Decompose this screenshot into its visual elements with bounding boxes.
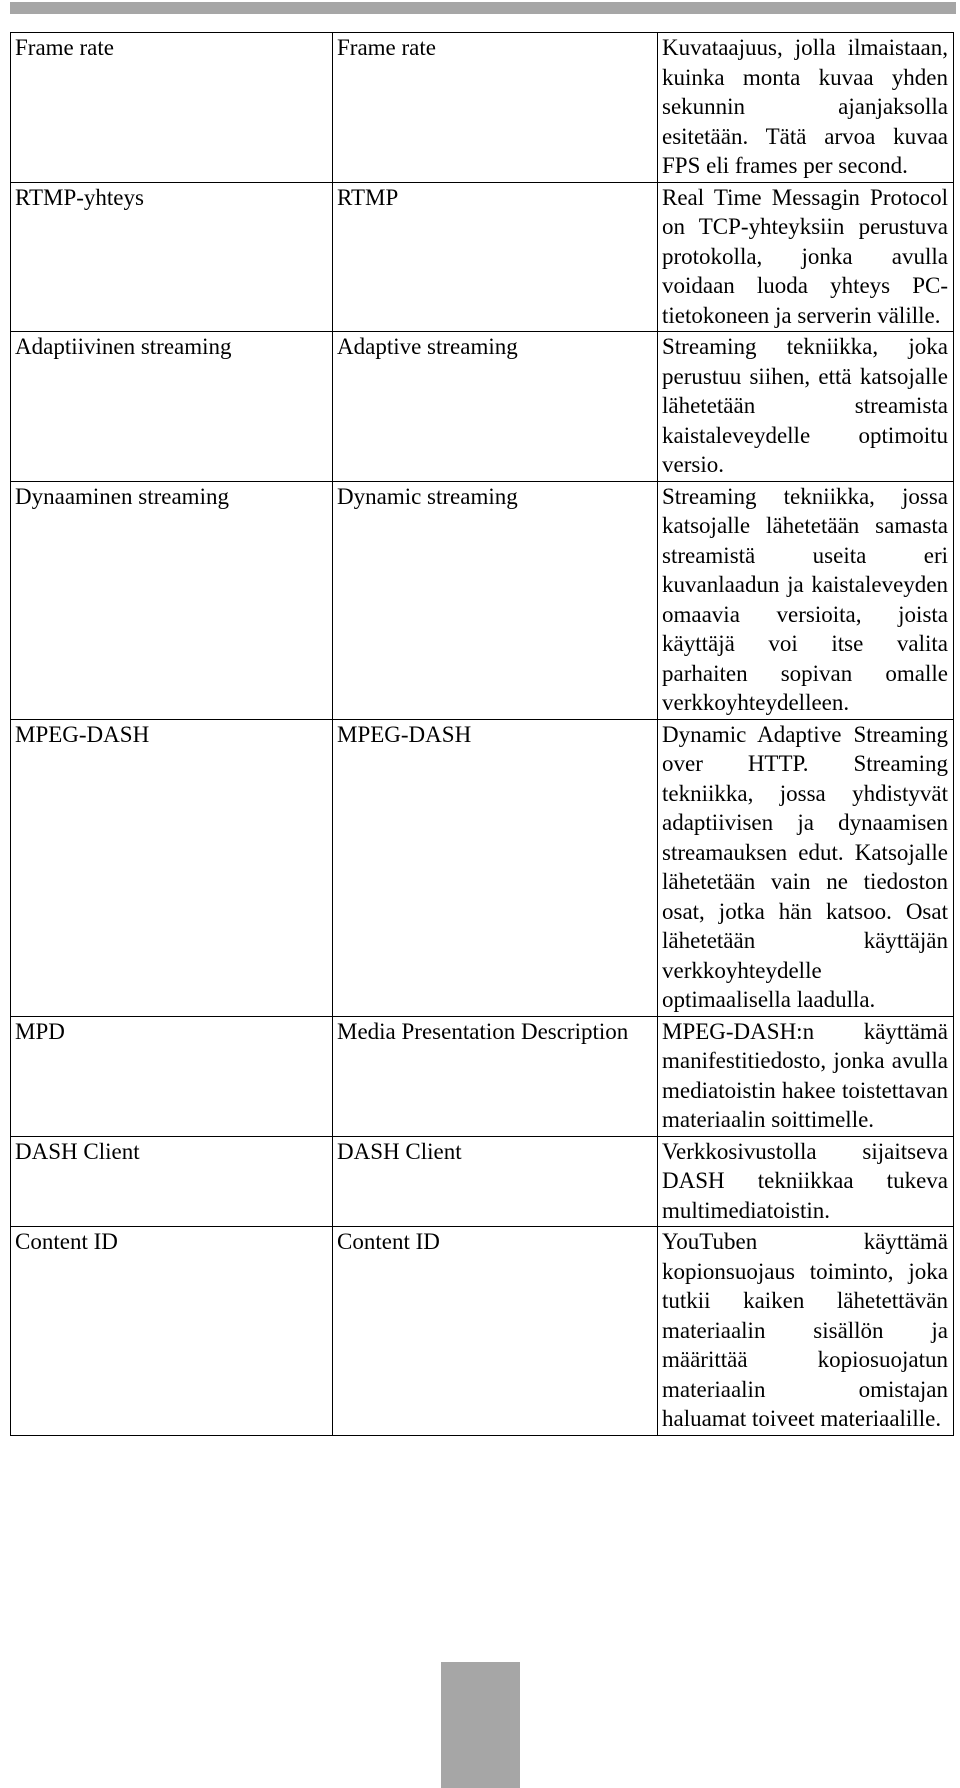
term-finnish: MPEG-DASH	[11, 719, 333, 1016]
table-row	[11, 719, 954, 1016]
term-english: Content ID	[333, 1227, 658, 1436]
term-english: DASH Client	[333, 1136, 658, 1227]
top-header-bar	[0, 0, 960, 16]
term-english: Dynamic streaming	[333, 481, 658, 719]
page-number-box	[441, 1662, 520, 1788]
table-row	[11, 1136, 954, 1227]
term-finnish: DASH Client	[11, 1136, 333, 1227]
term-finnish: RTMP-yhteys	[11, 182, 333, 332]
term-description: Kuvataajuus, jolla ilmaistaan, kuinka monta kuvaa yhden sekunnin ajanjaksolla esitetään. Tätä arvoa kuvaa FPS eli frames per second.	[658, 33, 954, 183]
term-finnish: Content ID	[11, 1227, 333, 1436]
glossary-table	[10, 32, 954, 1436]
term-description: Verkkosivustolla sijaitseva DASH tekniikkaa tukeva multimediatoistin.	[658, 1136, 954, 1227]
term-description: Streaming tekniikka, joka perustuu siihen, että katsojalle lähetetään streamista kaistaleveydelle optimoitu versio.	[658, 332, 954, 482]
table-row	[11, 33, 954, 183]
table-row	[11, 1016, 954, 1136]
term-english: MPEG-DASH	[333, 719, 658, 1016]
term-finnish: Frame rate	[11, 33, 333, 183]
term-english: RTMP	[333, 182, 658, 332]
table-row	[11, 1227, 954, 1436]
table-row	[11, 332, 954, 482]
term-finnish: MPD	[11, 1016, 333, 1136]
term-english: Media Presentation Description	[333, 1016, 658, 1136]
term-description: Real Time Messagin Protocol on TCP-yhteyksiin perustuva protokolla, jonka avulla voidaan luoda yhteys PC-tietokoneen ja serverin välille.	[658, 182, 954, 332]
table-row	[11, 182, 954, 332]
term-description: YouTuben käyttämä kopionsuojaus toiminto, joka tutkii kaiken lähetettävän materiaalin sisällön ja määrittää kopiosuojatun materiaalin omistajan haluamat toiveet materiaalille.	[658, 1227, 954, 1436]
header-rule	[10, 2, 956, 14]
term-description: Streaming tekniikka, jossa katsojalle lähetetään samasta streamistä useita eri kuvanlaadun ja kaistaleveyden omaavia versioita, joista käyttäjä voi itse valita parhaiten sopivan omalle verkkoyhteydelleen.	[658, 481, 954, 719]
term-finnish: Adaptiivinen streaming	[11, 332, 333, 482]
term-english: Frame rate	[333, 33, 658, 183]
term-description: Dynamic Adaptive Streaming over HTTP. Streaming tekniikka, jossa yhdistyvät adaptiivisen ja dynaamisen streamauksen edut. Katsojalle lähetetään vain ne tiedoston osat, jotka hän katsoo. Osat lähetetään käyttäjän verkkoyhteydelle optimaalisella laadulla.	[658, 719, 954, 1016]
term-finnish: Dynaaminen streaming	[11, 481, 333, 719]
term-description: MPEG-DASH:n käyttämä manifestitiedosto, jonka avulla mediatoistin hakee toistettavan materiaalin soittimelle.	[658, 1016, 954, 1136]
table-row	[11, 481, 954, 719]
term-english: Adaptive streaming	[333, 332, 658, 482]
